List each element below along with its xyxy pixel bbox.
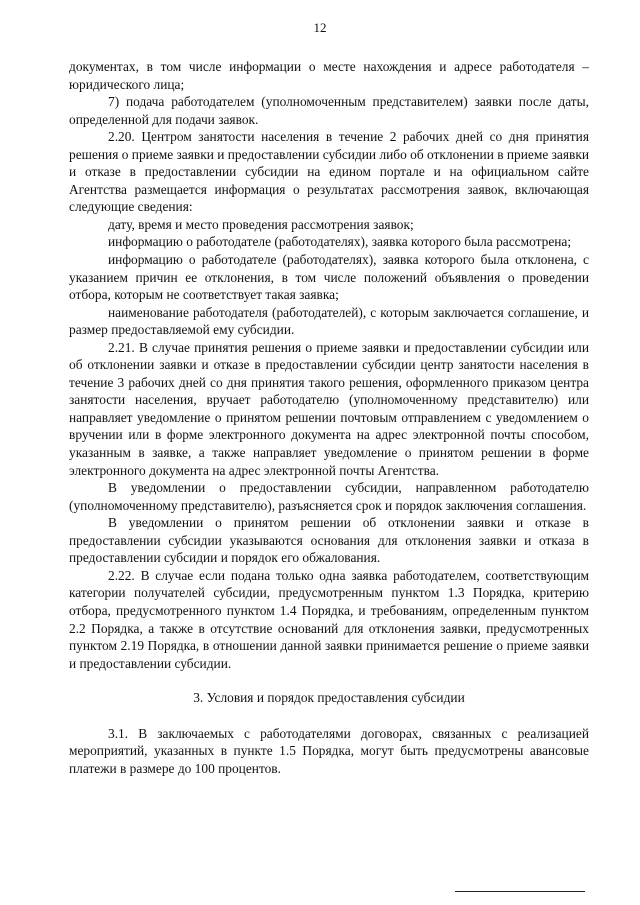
document-body: [69, 58, 589, 777]
section-heading: 3. Условия и порядок предоставления субсидии: [193, 690, 465, 706]
paragraph: 3.1. В заключаемых с работодателями договорах, связанных с реализацией мероприятий, указанных в пункте 1.5 Порядка, могут быть предусмотрены авансовые платежи в размере до 100 процентов.: [69, 725, 589, 776]
paragraph: 7) подача работодателем (уполномоченным представителем) заявки после даты, определенной для подачи заявок.: [69, 94, 589, 127]
paragraph: В уведомлении о принятом решении об отклонении заявки и отказе в предоставлении субсидии указываются основания для отклонения заявки и отказа в предоставлении субсидии и порядок его обжалования.: [69, 515, 589, 566]
paragraph: информацию о работодателе (работодателях), заявка которого была отклонена, с указанием причин ее отклонения, в том числе положений объявления о проведении отбора, которым не соответствует такая заявка;: [69, 252, 589, 303]
paragraph: документах, в том числе информации о месте нахождения и адресе работодателя – юридического лица;: [69, 59, 589, 92]
paragraph: 2.22. В случае если подана только одна заявка работодателем, соответствующим категории получателей субсидии, предусмотренным пунктом 1.3 Порядка, критерию отбора, предусмотренного пунктом 1.4 Порядка, и требованиям, определенным пунктом 2.2 Порядка, а также в отсутствие оснований для отклонения заявки, предусмотренных пунктом 2.19 Порядка, в отношении данной заявки принимается решение о приеме заявки и предоставлении субсидии.: [69, 567, 589, 671]
paragraph: В уведомлении о предоставлении субсидии, направленном работодателю (уполномоченному представителю), разъясняется срок и порядок заключения соглашения.: [69, 480, 589, 513]
page-number: 12: [313, 20, 327, 35]
footer-rule: [455, 891, 585, 892]
paragraph: информацию о работодателе (работодателях), заявка которого была рассмотрена;: [108, 234, 572, 250]
paragraph: дату, время и место проведения рассмотрения заявок;: [108, 216, 414, 232]
paragraph: 2.20. Центром занятости населения в течение 2 рабочих дней со дня принятия решения о приеме заявки и предоставлении субсидии либо об отклонении в приеме заявки и отказе в предоставлении субсидии на едином портале и на официальном сайте Агентства размещается информация о результатах рассмотрения заявок, включающая следующие сведения:: [69, 129, 590, 215]
paragraph: наименование работодателя (работодателей), с которым заключается соглашение, и размер предоставляемой ему субсидии.: [69, 304, 589, 338]
paragraph: 2.21. В случае принятия решения о приеме заявки и предоставлении субсидии или об отклонении заявки и отказе в предоставлении субсидии центр занятости населения в течение 3 рабочих дней со дня принятия такого решения, оформленного приказом центра занятости населения, вручает работодателю (уполномоченному представителю) или направляет уведомление о принятом решении почтовым отправлением с уведомлением о вручении или в форме электронного документа на адрес электронной почты способом, указанным в заявке, а также направляет уведомление о принятом решении в форме электронного документа на адрес электронной почты Агентства.: [69, 339, 589, 478]
